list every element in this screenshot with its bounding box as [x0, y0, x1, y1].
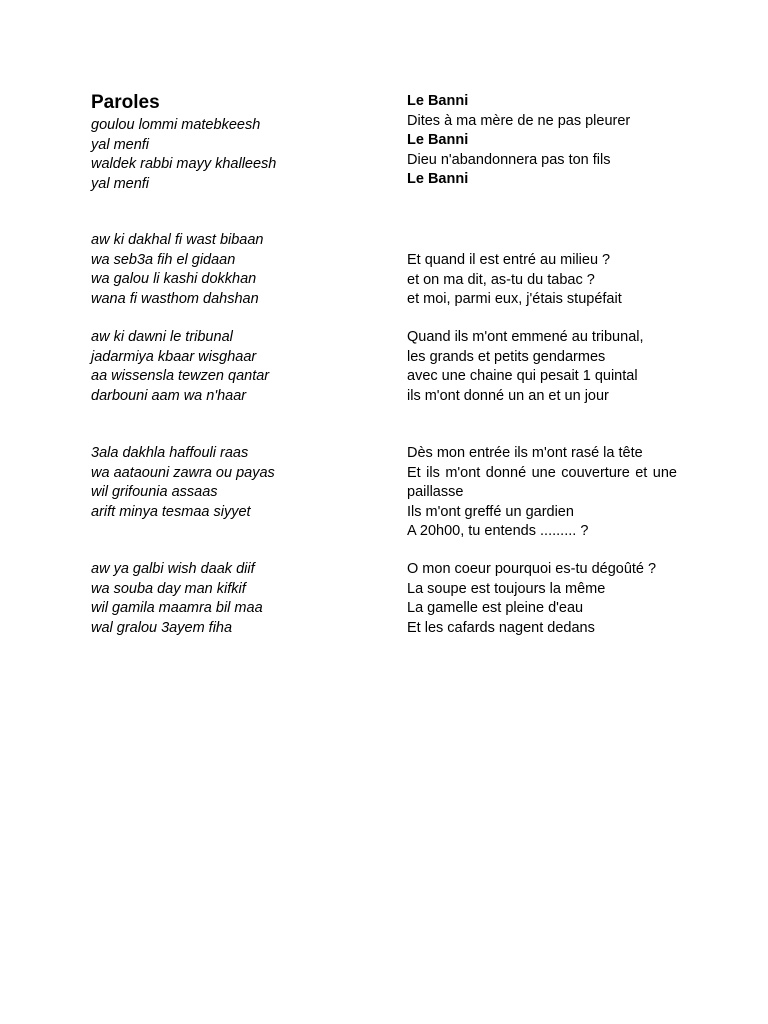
- translation-line: Dites à ma mère de ne pas pleurer: [407, 112, 631, 129]
- translation-line: les grands et petits gendarmes: [407, 348, 606, 365]
- original-stanza-4: [91, 444, 275, 522]
- original-line: arift minya tesmaa siyyet: [91, 503, 251, 520]
- original-stanza-2: [91, 231, 264, 309]
- original-line: 3ala dakhla haffouli raas: [91, 445, 249, 461]
- translation-stanza-5: [407, 560, 677, 638]
- translation-line: Et les cafards nagent dedans: [407, 619, 595, 636]
- translation-line: La gamelle est pleine d'eau: [407, 600, 584, 616]
- translation-line: La soupe est toujours la même: [407, 580, 606, 597]
- translation-line: Ils m'ont greffé un gardien: [407, 503, 574, 520]
- original-line: aw ya galbi wish daak diif: [91, 561, 255, 577]
- translation-stanza-1: [407, 92, 677, 190]
- original-line: darbouni aam wa n'haar: [91, 387, 247, 404]
- original-stanza-5: [91, 560, 263, 638]
- translation-line: et moi, parmi eux, j'étais stupéfait: [407, 291, 622, 307]
- original-line: wil grifounia assaas: [91, 484, 218, 500]
- translation-line: Quand ils m'ont emmené au tribunal,: [407, 329, 644, 345]
- translation-line: avec une chaine qui pesait 1 quintal: [407, 368, 638, 384]
- original-line: yal menfi: [91, 136, 150, 153]
- original-line: wal gralou 3ayem fiha: [91, 619, 233, 636]
- translation-line: A 20h00, tu entends ......... ?: [407, 523, 589, 539]
- translation-line: ils m'ont donné un an et un jour: [407, 387, 609, 404]
- original-line: waldek rabbi mayy khalleesh: [91, 156, 277, 172]
- refrain-label: Le Banni: [407, 132, 469, 148]
- original-stanza-1: [91, 116, 276, 194]
- original-line: aa wissensla tewzen qantar: [91, 368, 270, 384]
- original-line: wana fi wasthom dahshan: [91, 290, 259, 307]
- translation-line: Dieu n'abandonnera pas ton fils: [407, 151, 611, 168]
- refrain-label: Le Banni: [407, 171, 469, 187]
- translation-line: Et ils m'ont donné une couverture et une paillasse: [407, 464, 677, 500]
- translation-line: et on ma dit, as-tu du tabac ?: [407, 271, 595, 288]
- translation-stanza-2: [407, 251, 677, 310]
- original-line: aw ki dakhal fi wast bibaan: [91, 232, 264, 248]
- page-title: Paroles: [91, 92, 160, 113]
- original-line: goulou lommi matebkeesh: [91, 117, 261, 133]
- original-stanza-3: [91, 328, 269, 406]
- translation-line: Dès mon entrée ils m'ont rasé la tête: [407, 445, 643, 461]
- original-line: wil gamila maamra bil maa: [91, 600, 263, 616]
- translation-line: Et quand il est entré au milieu ?: [407, 252, 611, 268]
- original-line: yal menfi: [91, 175, 150, 192]
- translation-stanza-4: [407, 444, 677, 542]
- refrain-label: Le Banni: [407, 93, 469, 109]
- original-line: wa souba day man kifkif: [91, 580, 246, 597]
- original-line: jadarmiya kbaar wisghaar: [91, 348, 257, 365]
- original-line: wa aataouni zawra ou payas: [91, 464, 275, 481]
- original-line: wa galou li kashi dokkhan: [91, 271, 257, 287]
- original-line: wa seb3a fih el gidaan: [91, 251, 236, 268]
- translation-line: O mon coeur pourquoi es-tu dégoûté ?: [407, 561, 657, 577]
- translation-stanza-3: [407, 328, 677, 406]
- original-line: aw ki dawni le tribunal: [91, 329, 233, 345]
